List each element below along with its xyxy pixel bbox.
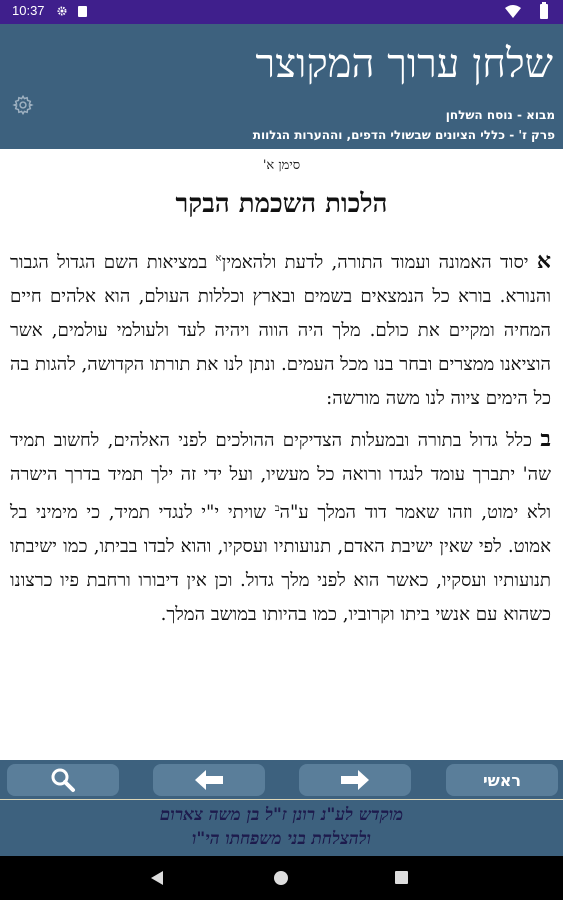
- settings-notification-icon: [56, 5, 68, 17]
- text-content[interactable]: [0, 149, 563, 760]
- paragraph-2: [0, 422, 563, 632]
- section-heading: הלכות השכמת הבקר: [175, 189, 388, 219]
- home-button[interactable]: ראשי: [446, 764, 558, 796]
- arrow-right-icon: [340, 769, 370, 791]
- previous-button[interactable]: [153, 764, 265, 796]
- footnote-marker[interactable]: ב: [274, 503, 280, 515]
- system-home-icon[interactable]: [274, 871, 288, 885]
- paragraph-text: במציאות השם הגדול הגבור והנורא. בורא כל הנמצאים בשמים ובארץ וכללות העולם, הוא אלהים חיים המחיה ומקיים את כולם. מלך היה הווה ויהיה לעד ולעולמי עולמים, אשר הוציאנו ממצרים ובחר בנו מכל העמים. ונתן לנו את תורתו הקדושה, להגות בה כל הימים ציוה לנו משה מורשה:: [10, 252, 551, 410]
- siman-number: סימן א': [262, 158, 301, 173]
- search-icon: [50, 767, 76, 793]
- arrow-left-icon: [194, 769, 224, 791]
- paragraph-text: יסוד האמונה ועמוד התורה, לדעת ולהאמין: [221, 252, 537, 274]
- dedication-banner: [0, 800, 563, 856]
- status-time: 10:37: [12, 3, 45, 18]
- breadcrumb-chapter: פרק ז' - כללי הציונים שבשולי הדפים, וההערות הגלוות: [252, 128, 555, 142]
- dedication-line-1: מוקדש לע"נ רונן ז"ל בן משה צארום: [159, 805, 404, 825]
- system-recents-icon[interactable]: [395, 871, 408, 884]
- gear-icon[interactable]: [12, 94, 34, 116]
- navigation-bar: [0, 760, 563, 800]
- sd-card-icon: [78, 6, 87, 17]
- paragraph-1: [0, 242, 563, 416]
- paragraph-text: כלל גדול בתורה ובמעלות הצדיקים ההולכים לפני האלהים, לחשוב תמיד שה' יתברך עומד לנגדו ורואה כל מעשיו, ועל ידי זה ילך תמיד בדרך הישרה ולא ימוט, וזהו שאמר דוד המלך ע"ה: [10, 430, 551, 524]
- app-title: שלחן ערוך המקוצר: [255, 41, 553, 87]
- status-bar: [0, 0, 563, 24]
- paragraph-letter: א: [536, 248, 552, 275]
- app-header: [0, 24, 563, 149]
- battery-icon: [540, 4, 548, 19]
- system-back-icon[interactable]: [150, 870, 164, 886]
- footnote-marker[interactable]: א: [215, 253, 222, 264]
- dedication-line-2: ולהצלחת בני משפחתו הי"ו: [192, 829, 371, 849]
- paragraph-text: שויתי י"י לנגדי תמיד, כי מימיני בל אמוט. לפי שאין ישיבת האדם, תנועותיו ועסקיו, והוא לבדו בביתו, כמו ישיבתו תנועותיו ועסקיו, כאשר הוא לפני מלך גדול. וכן אין דיבורו ורחבת פיו כרצונו כשהוא עם אנשי ביתו וקרוביו, כמו בהיותו במושב המלך.: [10, 502, 551, 626]
- paragraph-letter: ב: [540, 426, 551, 453]
- next-button[interactable]: [299, 764, 411, 796]
- system-navigation-bar: [0, 856, 563, 900]
- breadcrumb-section: מבוא - נוסח השלחן: [445, 108, 555, 122]
- wifi-icon: [505, 5, 521, 19]
- search-button[interactable]: [7, 764, 119, 796]
